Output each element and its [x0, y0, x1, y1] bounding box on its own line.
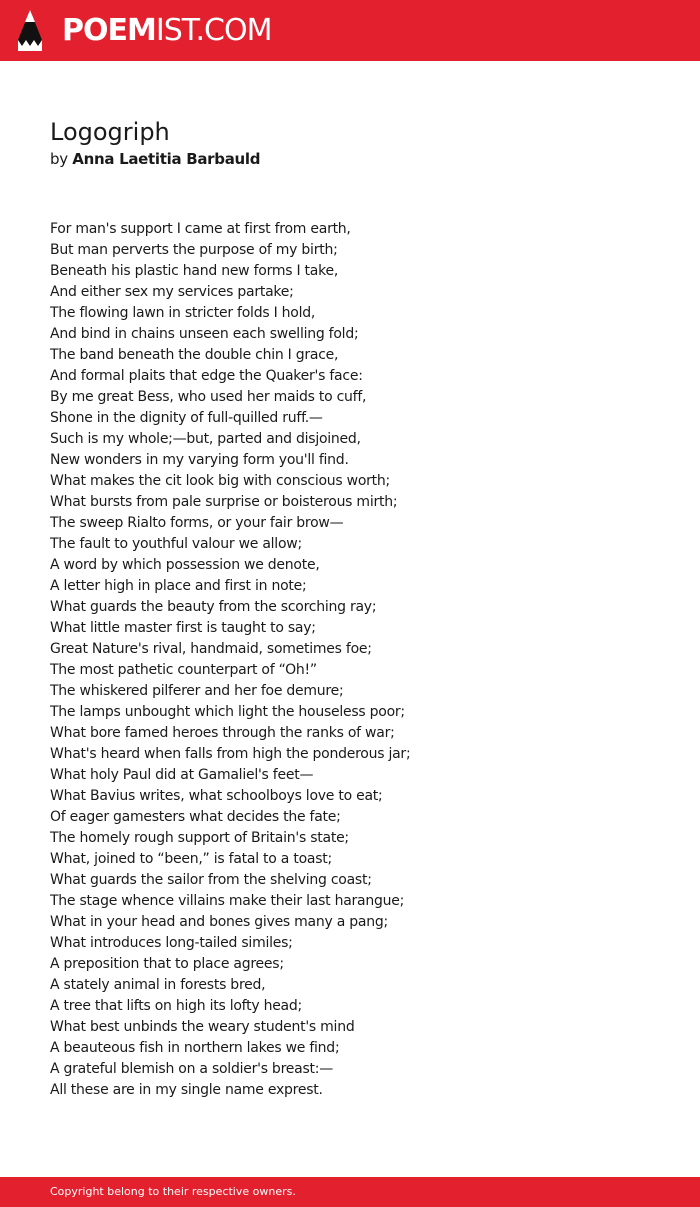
poem-line: The stage whence villains make their last harangue;	[50, 893, 405, 909]
poem-line: The band beneath the double chin I grace,	[50, 347, 339, 363]
poem-line: A tree that lifts on high its lofty head;	[50, 998, 302, 1014]
poem-line: The whiskered pilferer and her foe demure;	[50, 683, 344, 699]
copyright-text: Copyright belong to their respective owners.	[50, 1185, 296, 1198]
poem-line: What makes the cit look big with conscious worth;	[50, 473, 391, 489]
poem-title: Logogriph	[50, 118, 170, 146]
poem-line: The homely rough support of Britain's state;	[50, 830, 349, 846]
byline	[50, 149, 260, 169]
poem-line: A grateful blemish on a soldier's breast:—	[50, 1061, 333, 1077]
poem-line: What's heard when falls from high the ponderous jar;	[50, 746, 411, 762]
poem-line: The sweep Rialto forms, or your fair brow—	[50, 515, 344, 531]
poem-line: A preposition that to place agrees;	[50, 956, 284, 972]
poem-line: What introduces long-tailed similes;	[50, 935, 293, 951]
poem-line: Great Nature's rival, handmaid, sometimes foe;	[50, 641, 372, 657]
poem-line: By me great Bess, who used her maids to cuff,	[50, 389, 367, 405]
poem-line: What, joined to “been,” is fatal to a toast;	[50, 851, 332, 867]
poem-line: A stately animal in forests bred,	[50, 977, 266, 993]
poem-line: What guards the sailor from the shelving coast;	[50, 872, 372, 888]
poem-line: What bore famed heroes through the ranks of war;	[50, 725, 395, 741]
poem-line: A letter high in place and first in note;	[50, 578, 307, 594]
author-name: Anna Laetitia Barbauld	[72, 150, 261, 168]
poem-line: The flowing lawn in stricter folds I hold,	[50, 305, 316, 321]
site-header	[0, 0, 700, 61]
poem-line: And bind in chains unseen each swelling fold;	[50, 326, 359, 342]
poem-line: A beauteous fish in northern lakes we find;	[50, 1040, 340, 1056]
poem-line: Of eager gamesters what decides the fate;	[50, 809, 341, 825]
poem-line: All these are in my single name exprest.	[50, 1082, 323, 1098]
poem-line: What guards the beauty from the scorching ray;	[50, 599, 377, 615]
poem-line: What Bavius writes, what schoolboys love to eat;	[50, 788, 383, 804]
by-label: by	[50, 150, 68, 168]
poem-line: Beneath his plastic hand new forms I take,	[50, 263, 339, 279]
logo-bold-text: POEM	[62, 13, 156, 48]
poem-line: And either sex my services partake;	[50, 284, 294, 300]
poem-line: But man perverts the purpose of my birth;	[50, 242, 338, 258]
poem-line: Shone in the dignity of full-quilled ruff.—	[50, 410, 323, 426]
site-logo[interactable]	[62, 13, 271, 49]
poem-body	[50, 219, 670, 1101]
poem-line: New wonders in my varying form you'll find.	[50, 452, 349, 468]
poem-line: What in your head and bones gives many a pang;	[50, 914, 388, 930]
poem-line: What holy Paul did at Gamaliel's feet—	[50, 767, 314, 783]
poem-line: The fault to youthful valour we allow;	[50, 536, 302, 552]
poem-line: What little master first is taught to say;	[50, 620, 316, 636]
poem-line: What bursts from pale surprise or boisterous mirth;	[50, 494, 398, 510]
site-footer	[0, 1177, 700, 1207]
logo-light-text: IST.COM	[155, 13, 272, 48]
poem-line: What best unbinds the weary student's mind	[50, 1019, 355, 1035]
poem-line: For man's support I came at first from earth,	[50, 221, 351, 237]
poem-line: The most pathetic counterpart of “Oh!”	[50, 662, 317, 678]
poem-line: Such is my whole;—but, parted and disjoined,	[50, 431, 361, 447]
poem-line: And formal plaits that edge the Quaker's face:	[50, 368, 363, 384]
pencil-icon[interactable]	[18, 10, 42, 51]
poem-line: A word by which possession we denote,	[50, 557, 320, 573]
poem-line: The lamps unbought which light the houseless poor;	[50, 704, 405, 720]
